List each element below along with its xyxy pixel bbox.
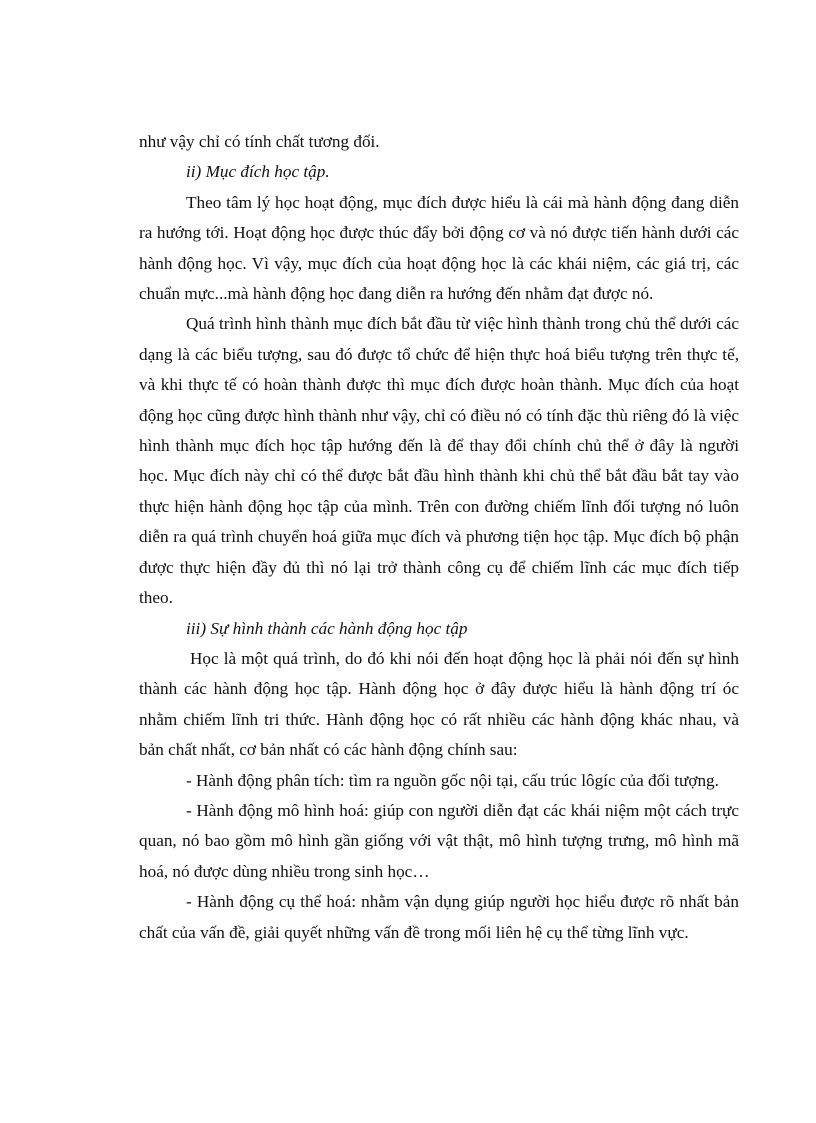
paragraph-ii-2: Quá trình hình thành mục đích bắt đầu từ việc hình thành trong chủ thể dưới các dạng là các biểu tượng, sau đó được tổ chức để hiện thực hoá biểu tượng trên thực tế, và khi thực tế có hoàn thành được thì mục đích được hoàn thành. Mục đích của hoạt động học cũng được hình thành như vậy, chỉ có điều nó có tính đặc thù riêng đó là việc hình thành mục đích học tập hướng đến là để thay đổi chính chủ thể ở đây là người học. Mục đích này chỉ có thể được bắt đầu hình thành khi chủ thể bắt đầu bắt tay vào thực hiện hành động học tập của mình. Trên con đường chiếm lĩnh đối tượng nó luôn diễn ra quá trình chuyển hoá giữa mục đích và phương tiện học tập. Mục đích bộ phận được thực hiện đầy đủ thì nó lại trở thành công cụ để chiếm lĩnh các mục đích tiếp theo. (139, 314, 739, 608)
paragraph-continuation: như vậy chỉ có tính chất tương đối. (139, 132, 380, 151)
section-heading-iii: iii) Sự hình thành các hành động học tập (186, 618, 468, 638)
paragraph-ii-1: Theo tâm lý học hoạt động, mục đích được hiểu là cái mà hành động đang diễn ra hướng tới. Hoạt động học được thúc đẩy bởi động cơ và nó được tiến hành dưới các hành động học. Vì vậy, mục đích của hoạt động học là các khái niệm, các giá trị, các chuẩn mực...mà hành động học đang diễn ra hướng đến nhằm đạt được nó. (139, 192, 739, 304)
document-body (139, 127, 739, 948)
bullet-analysis: - Hành động phân tích: tìm ra nguồn gốc nội tại, cấu trúc lôgíc của đối tượng. (186, 770, 719, 790)
bullet-concretization: - Hành động cụ thể hoá: nhằm vận dụng giúp người học hiểu được rõ nhất bản chất của vấn đề, giải quyết những vấn đề trong mối liên hệ cụ thể từng lĩnh vực. (139, 892, 739, 942)
section-heading-ii: ii) Mục đích học tập. (186, 162, 330, 182)
bullet-modeling: - Hành động mô hình hoá: giúp con người diễn đạt các khái niệm một cách trực quan, nó bao gồm mô hình gần giống với vật thật, mô hình tượng trưng, mô hình mã hoá, nó được dùng nhiều trong sinh học… (139, 800, 739, 881)
paragraph-iii-1: Học là một quá trình, do đó khi nói đến hoạt động học là phải nói đến sự hình thành các hành động học tập. Hành động học ở đây được hiểu là hành động trí óc nhằm chiếm lĩnh tri thức. Hành động học có rất nhiều các hành động khác nhau, và bản chất nhất, cơ bản nhất có các hành động chính sau: (139, 648, 739, 760)
